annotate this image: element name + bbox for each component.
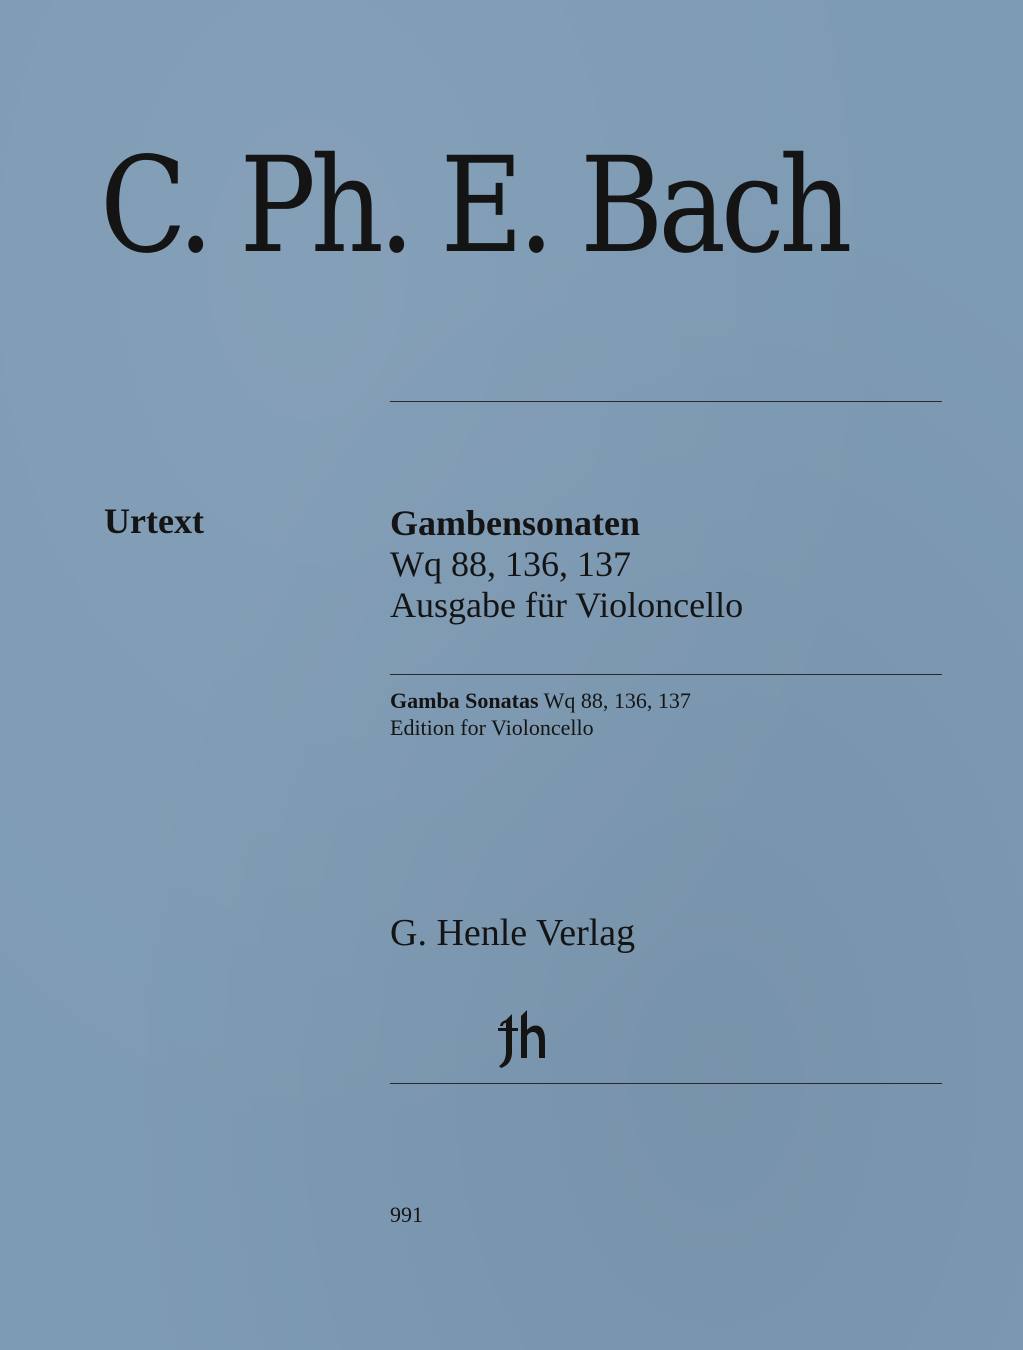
catalog-numbers-german: Wq 88, 136, 137 <box>390 544 631 585</box>
composer-name: C. Ph. E. Bach <box>100 129 848 283</box>
divider-top <box>390 401 942 402</box>
henle-monogram-icon <box>494 1008 552 1070</box>
catalog-number: 991 <box>390 1202 423 1227</box>
title-german: Gambensonaten <box>390 503 641 543</box>
publisher-name: G. Henle Verlag <box>390 912 636 954</box>
title-english-line <box>390 688 950 715</box>
title-block-english <box>390 688 950 742</box>
divider-middle <box>390 674 942 675</box>
divider-bottom <box>390 1083 942 1084</box>
edition-english: Edition for Violoncello <box>390 714 594 740</box>
urtext-label: Urtext <box>104 501 204 541</box>
title-block-german <box>390 503 950 626</box>
catalog-numbers-english: Wq 88, 136, 137 <box>538 688 691 713</box>
title-english: Gamba Sonatas <box>390 688 539 713</box>
edition-german: Ausgabe für Violoncello <box>390 585 744 626</box>
